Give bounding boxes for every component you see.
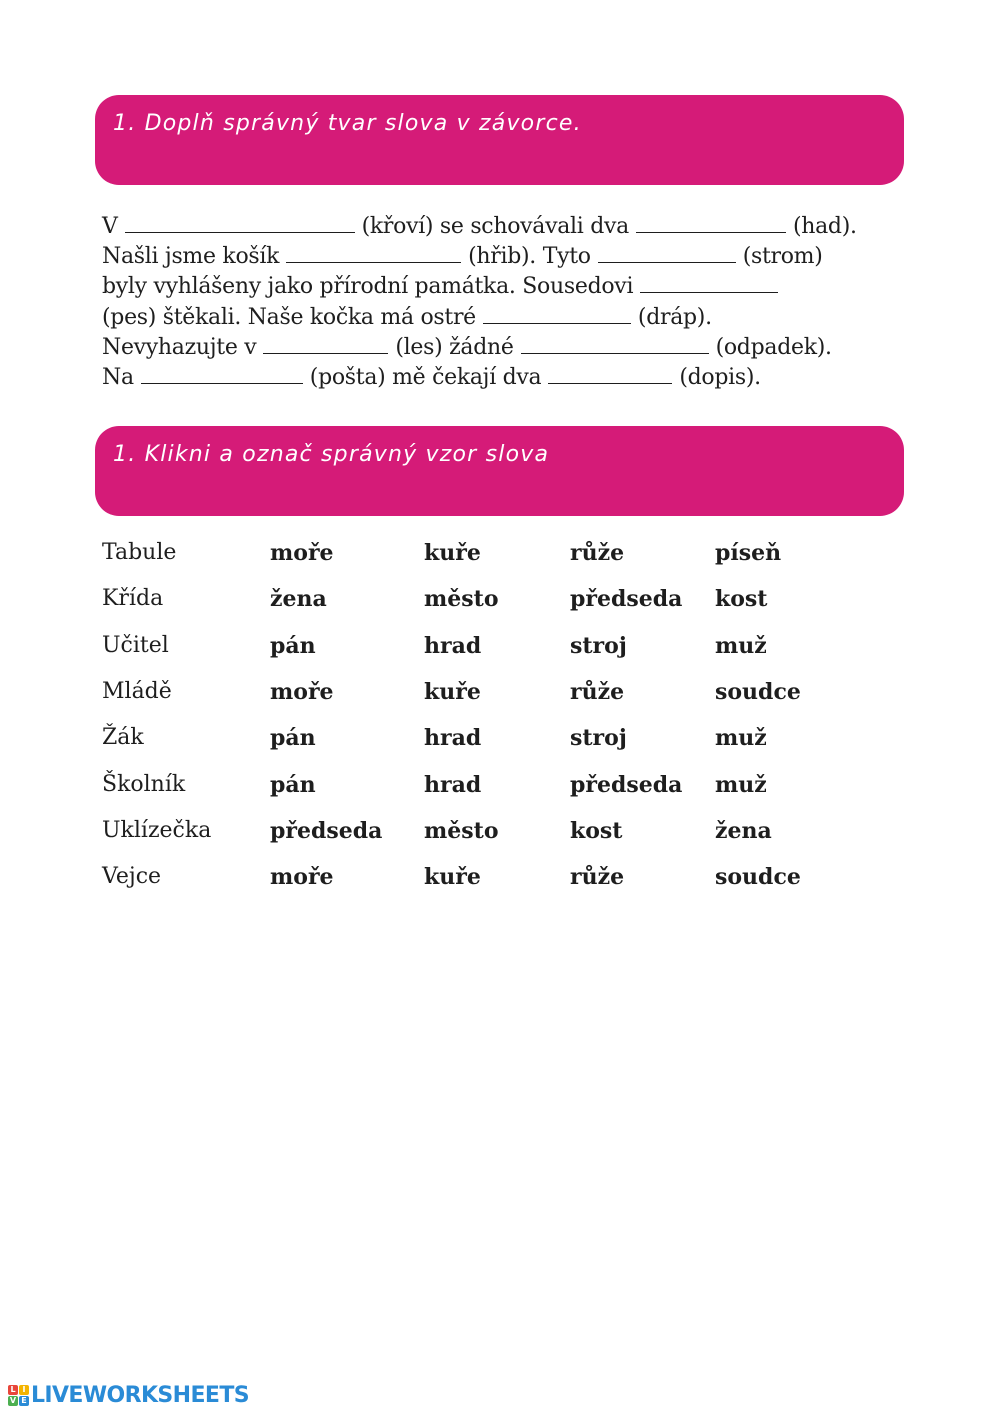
paragraph-text: (pošta) mě čekají dva: [309, 364, 542, 390]
pattern-option[interactable]: kuře: [424, 540, 481, 566]
pattern-option[interactable]: růže: [570, 864, 625, 891]
pattern-option[interactable]: pán: [270, 632, 316, 659]
pattern-option[interactable]: město: [424, 817, 499, 844]
answer-blank[interactable]: [125, 214, 355, 233]
section2-title: 1. Klikni a označ správný vzor slova: [113, 442, 550, 467]
paragraph-text: (dráp).: [637, 304, 712, 330]
paragraph-line: [102, 212, 902, 242]
pattern-option[interactable]: muž: [715, 725, 767, 752]
word-label: Vejce: [102, 864, 162, 890]
pattern-option[interactable]: kost: [715, 586, 768, 613]
paragraph-text: V: [102, 214, 118, 239]
paragraph-line: [102, 363, 902, 393]
pattern-option[interactable]: moře: [270, 540, 334, 566]
logo-icon: [8, 1385, 29, 1406]
answer-blank[interactable]: [548, 365, 672, 384]
fill-in-paragraph: [102, 212, 902, 393]
pattern-option[interactable]: hrad: [424, 632, 482, 659]
pattern-option[interactable]: soudce: [715, 678, 801, 705]
paragraph-line: [102, 333, 902, 363]
pattern-option[interactable]: pán: [270, 771, 316, 798]
logo-tile: I: [19, 1385, 29, 1395]
pattern-option[interactable]: soudce: [715, 864, 801, 891]
answer-blank[interactable]: [521, 335, 709, 354]
word-label: Učitel: [102, 632, 169, 658]
section1-title: 1. Doplň správný tvar slova v závorce.: [113, 111, 582, 136]
paragraph-text: (dopis).: [679, 364, 761, 390]
answer-blank[interactable]: [640, 274, 778, 293]
paragraph-line: [102, 242, 902, 272]
pattern-option[interactable]: píseň: [715, 540, 782, 566]
word-label: Křída: [102, 586, 164, 612]
pattern-option[interactable]: kost: [570, 817, 623, 844]
pattern-option[interactable]: růže: [570, 540, 625, 566]
word-label: Školník: [102, 771, 186, 797]
pattern-option[interactable]: růže: [570, 678, 625, 705]
answer-blank[interactable]: [598, 244, 736, 263]
pattern-option[interactable]: předseda: [570, 586, 683, 613]
word-label: Uklízečka: [102, 817, 212, 843]
pattern-option[interactable]: stroj: [570, 632, 627, 659]
logo-tile: E: [19, 1396, 29, 1406]
word-label: Žák: [102, 725, 144, 751]
logo-tile: L: [8, 1385, 18, 1395]
pattern-option[interactable]: hrad: [424, 771, 482, 798]
section1-header: [95, 95, 904, 185]
paragraph-text: byly vyhlášeny jako přírodní památka. Sousedovi: [102, 274, 634, 300]
liveworksheets-logo: [8, 1381, 249, 1409]
pattern-option[interactable]: pán: [270, 725, 316, 752]
paragraph-text: (les) žádné: [395, 334, 514, 360]
paragraph-text: (hřib). Tyto: [468, 244, 591, 270]
paragraph-text: (had).: [792, 214, 857, 239]
logo-text: LIVEWORKSHEETS: [31, 1382, 249, 1408]
pattern-option[interactable]: žena: [270, 586, 327, 613]
pattern-option[interactable]: muž: [715, 771, 767, 798]
pattern-option[interactable]: kuře: [424, 678, 481, 705]
paragraph-text: Nevyhazujte v: [102, 334, 257, 360]
pattern-option[interactable]: stroj: [570, 725, 627, 752]
paragraph-text: (křoví) se schovávali dva: [361, 214, 629, 239]
paragraph-text: (strom): [742, 244, 823, 270]
paragraph-line: [102, 272, 902, 302]
section2-header: [95, 426, 904, 516]
paragraph-text: Na: [102, 364, 134, 390]
pattern-option[interactable]: hrad: [424, 725, 482, 752]
pattern-option[interactable]: moře: [270, 678, 334, 705]
answer-blank[interactable]: [263, 335, 388, 354]
paragraph-text: Našli jsme košík: [102, 244, 280, 270]
paragraph-text: (odpadek).: [715, 334, 832, 360]
pattern-option[interactable]: kuře: [424, 864, 481, 891]
pattern-option[interactable]: moře: [270, 864, 334, 891]
logo-tile: V: [9, 1395, 17, 1405]
answer-blank[interactable]: [483, 305, 631, 324]
paragraph-line: [102, 303, 902, 333]
word-label: Mládě: [102, 678, 172, 704]
pattern-option[interactable]: muž: [715, 632, 767, 659]
pattern-option[interactable]: předseda: [270, 817, 383, 844]
answer-blank[interactable]: [141, 365, 303, 384]
pattern-option[interactable]: předseda: [570, 771, 683, 798]
pattern-option[interactable]: žena: [715, 817, 772, 844]
answer-blank[interactable]: [636, 214, 786, 233]
answer-blank[interactable]: [286, 244, 461, 263]
pattern-option[interactable]: město: [424, 586, 499, 613]
word-label: Tabule: [102, 540, 177, 565]
paragraph-text: (pes) štěkali. Naše kočka má ostré: [102, 304, 476, 330]
